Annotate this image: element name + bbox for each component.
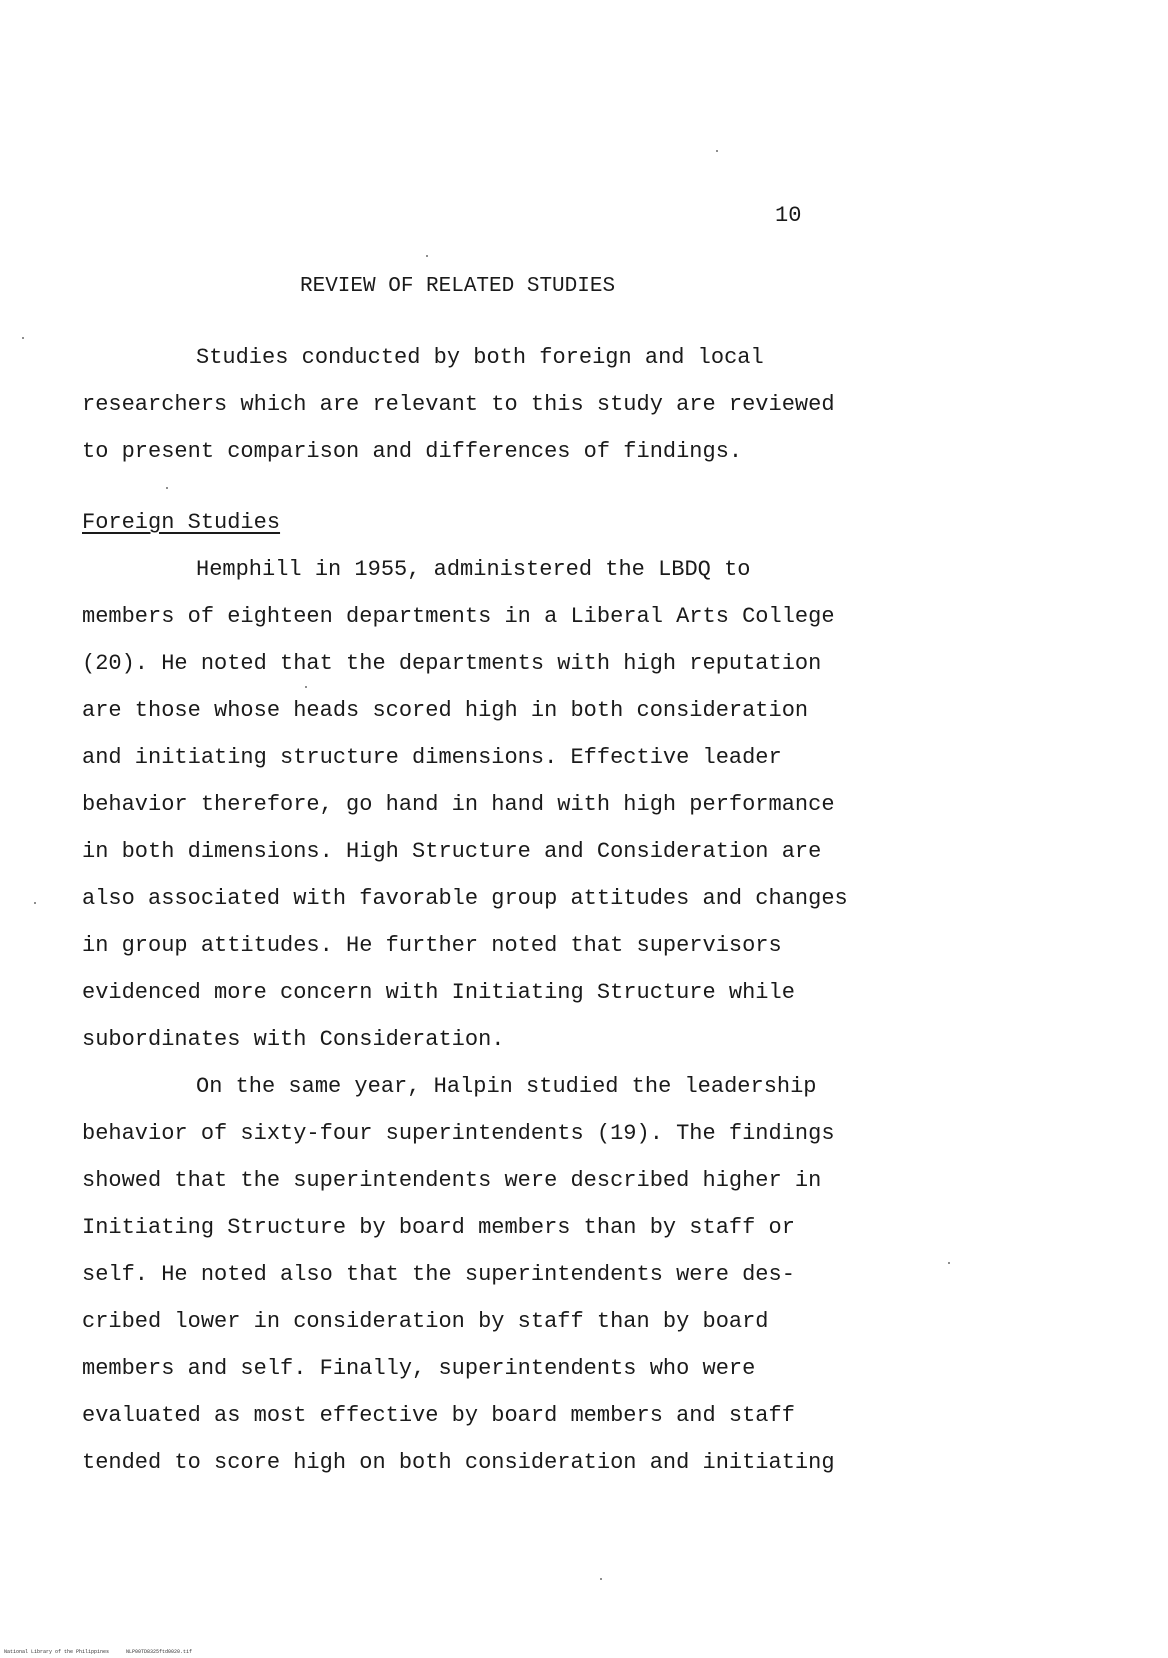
paragraph-line: tended to score high on both consideration and initiating (82, 1450, 835, 1475)
paragraph-line: are those whose heads scored high in both consideration (82, 698, 809, 723)
page-number: 10 (775, 203, 802, 228)
paragraph-line: self. He noted also that the superintendents were des- (82, 1262, 795, 1287)
paragraph-line: in group attitudes. He further noted that supervisors (82, 933, 782, 958)
scan-speck (305, 686, 307, 688)
paragraph-line: also associated with favorable group attitudes and changes (82, 886, 848, 911)
paragraph-line: cribed lower in consideration by staff than by board (82, 1309, 769, 1334)
paragraph-line: in both dimensions. High Structure and Consideration are (82, 839, 822, 864)
paragraph-line: (20). He noted that the departments with high reputation (82, 651, 822, 676)
scan-speck (34, 902, 36, 904)
paragraph-line: evaluated as most effective by board members and staff (82, 1403, 795, 1428)
footer-library: National Library of the Philippines (4, 1649, 110, 1655)
paragraph-line: Initiating Structure by board members than by staff or (82, 1215, 795, 1240)
paragraph-line: behavior therefore, go hand in hand with high performance (82, 792, 835, 817)
paragraph-line: behavior of sixty-four superintendents (19). The findings (82, 1121, 835, 1146)
foreign-studies-title: Foreign Studies (82, 510, 281, 535)
scan-speck (22, 337, 24, 339)
paragraph-line: subordinates with Consideration. (82, 1027, 505, 1052)
paragraph-line: and initiating structure dimensions. Effective leader (82, 745, 782, 770)
intro-line: researchers which are relevant to this study are reviewed (82, 392, 835, 417)
scan-speck (426, 255, 428, 257)
scan-speck (166, 487, 168, 489)
paragraph-line: members and self. Finally, superintendents who were (82, 1356, 756, 1381)
footer-file-id: NLP00TD8325ftd0020.tif (126, 1649, 193, 1655)
scan-speck (600, 1578, 602, 1580)
paragraph-line: evidenced more concern with Initiating Structure while (82, 980, 795, 1005)
section-heading: REVIEW OF RELATED STUDIES (300, 275, 616, 298)
paragraph-line: On the same year, Halpin studied the leadership (196, 1074, 817, 1099)
paragraph-line: showed that the superintendents were described higher in (82, 1168, 822, 1193)
scan-speck (948, 1262, 950, 1264)
intro-line: Studies conducted by both foreign and local (196, 345, 764, 370)
paragraph-line: members of eighteen departments in a Liberal Arts College (82, 604, 835, 629)
intro-line: to present comparison and differences of findings. (82, 439, 743, 464)
scan-footer (4, 1649, 192, 1655)
paragraph-line: Hemphill in 1955, administered the LBDQ to (196, 557, 751, 582)
scan-speck (716, 150, 718, 152)
